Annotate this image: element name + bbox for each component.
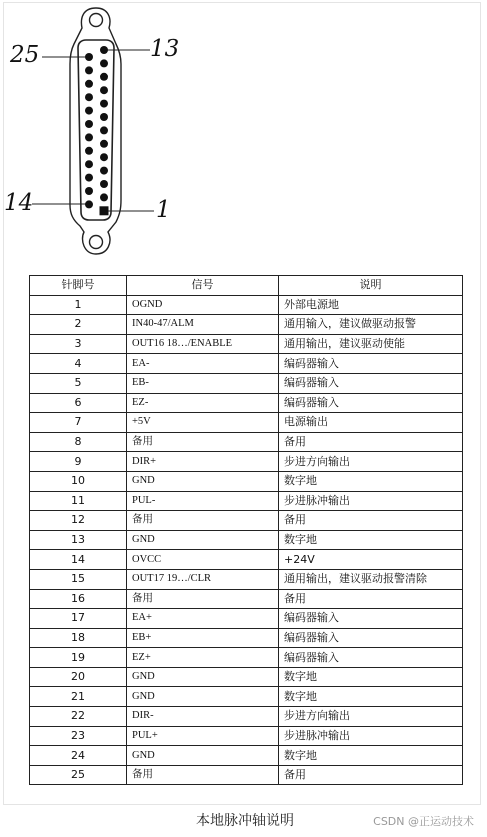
pin-cell: 8 — [30, 432, 127, 452]
pin-cell: 19 — [30, 648, 127, 668]
description-cell: 步进脉冲输出 — [279, 491, 463, 511]
pin-dot — [100, 59, 108, 67]
pin-dot — [100, 86, 108, 94]
watermark: CSDN @正运动技术 — [373, 815, 474, 828]
description-cell: 外部电源地 — [279, 295, 463, 315]
signal-cell: GND — [127, 471, 279, 491]
pin-label-25: 25 — [10, 42, 40, 68]
table-row — [30, 550, 463, 570]
description-cell: 编码器输入 — [279, 628, 463, 648]
table-row — [30, 648, 463, 668]
pin-cell: 11 — [30, 491, 127, 511]
table-row — [30, 432, 463, 452]
description-cell: 备用 — [279, 511, 463, 531]
description-cell: 通用输入，建议做驱动报警 — [279, 315, 463, 335]
pin-dot — [85, 147, 93, 155]
pin-cell: 18 — [30, 628, 127, 648]
pin-cell: 13 — [30, 530, 127, 550]
pin-dot — [100, 153, 108, 161]
pin-dot — [100, 126, 108, 134]
pin-dot — [100, 206, 109, 215]
description-cell: 数字地 — [279, 530, 463, 550]
signal-cell: 备用 — [127, 589, 279, 609]
table-row — [30, 295, 463, 315]
pin-table-body — [30, 295, 463, 785]
pin-dot — [85, 53, 93, 61]
signal-cell: 备用 — [127, 765, 279, 785]
signal-cell: EA- — [127, 354, 279, 374]
signal-cell: EB- — [127, 373, 279, 393]
pin-dot — [100, 167, 108, 175]
signal-cell: OUT17 19…/CLR — [127, 569, 279, 589]
pin-dot — [85, 133, 93, 141]
bottom-screw-hole — [90, 236, 103, 249]
pin-cell: 22 — [30, 707, 127, 727]
signal-cell: GND — [127, 667, 279, 687]
pin-cell: 6 — [30, 393, 127, 413]
table-row — [30, 373, 463, 393]
description-cell: 数字地 — [279, 667, 463, 687]
signal-cell: GND — [127, 746, 279, 766]
d-sub-inner-shell — [78, 40, 114, 220]
signal-cell: EZ- — [127, 393, 279, 413]
pin-label-14: 14 — [4, 190, 34, 216]
pin-cell: 4 — [30, 354, 127, 374]
table-row — [30, 589, 463, 609]
signal-cell: GND — [127, 687, 279, 707]
pin-dot — [85, 160, 93, 168]
pin-table — [29, 275, 463, 785]
pin-dot — [85, 120, 93, 128]
pin-dot — [100, 73, 108, 81]
pin-cell: 16 — [30, 589, 127, 609]
figure-caption: 本地脉冲轴说明 — [196, 813, 294, 829]
description-cell: 数字地 — [279, 687, 463, 707]
signal-cell: +5V — [127, 413, 279, 433]
description-cell: 备用 — [279, 765, 463, 785]
table-row — [30, 726, 463, 746]
pin-cell: 21 — [30, 687, 127, 707]
pin-dot — [85, 174, 93, 182]
signal-cell: 备用 — [127, 511, 279, 531]
signal-cell: DIR- — [127, 707, 279, 727]
table-row — [30, 628, 463, 648]
signal-cell: OGND — [127, 295, 279, 315]
db25-connector-diagram — [0, 0, 487, 262]
pin-cell: 17 — [30, 609, 127, 629]
pin-cell: 14 — [30, 550, 127, 570]
table-row — [30, 393, 463, 413]
table-row — [30, 687, 463, 707]
signal-cell: PUL+ — [127, 726, 279, 746]
description-cell: 步进方向输出 — [279, 707, 463, 727]
pin-cell: 12 — [30, 511, 127, 531]
pin-cell: 24 — [30, 746, 127, 766]
pin-cell: 5 — [30, 373, 127, 393]
pin-dot — [85, 66, 93, 74]
pin-dot — [85, 200, 93, 208]
pin-dot — [100, 140, 108, 148]
table-row — [30, 413, 463, 433]
table-row — [30, 315, 463, 335]
signal-cell: EZ+ — [127, 648, 279, 668]
description-cell: 编码器输入 — [279, 609, 463, 629]
pin-cell: 25 — [30, 765, 127, 785]
description-cell: 备用 — [279, 432, 463, 452]
description-cell: 步进脉冲输出 — [279, 726, 463, 746]
pin-cell: 1 — [30, 295, 127, 315]
table-row — [30, 511, 463, 531]
pin-dot — [85, 93, 93, 101]
header-signal: 信号 — [127, 276, 279, 296]
table-row — [30, 491, 463, 511]
pin-cell: 9 — [30, 452, 127, 472]
pin-dot — [100, 180, 108, 188]
signal-cell: 备用 — [127, 432, 279, 452]
signal-cell: EA+ — [127, 609, 279, 629]
pin-dot — [100, 100, 108, 108]
description-cell: 编码器输入 — [279, 373, 463, 393]
signal-cell: OVCC — [127, 550, 279, 570]
pin-dot — [85, 187, 93, 195]
pin-cell: 3 — [30, 334, 127, 354]
description-cell: 电源输出 — [279, 413, 463, 433]
description-cell: 备用 — [279, 589, 463, 609]
table-row — [30, 765, 463, 785]
table-row — [30, 609, 463, 629]
table-row — [30, 452, 463, 472]
signal-cell: EB+ — [127, 628, 279, 648]
pin-dot — [85, 80, 93, 88]
description-cell: 数字地 — [279, 746, 463, 766]
table-row — [30, 569, 463, 589]
table-row — [30, 334, 463, 354]
description-cell: 通用输出，建议驱动报警清除 — [279, 569, 463, 589]
description-cell: 编码器输入 — [279, 354, 463, 374]
signal-cell: DIR+ — [127, 452, 279, 472]
signal-cell: GND — [127, 530, 279, 550]
pin-cell: 23 — [30, 726, 127, 746]
table-row — [30, 471, 463, 491]
description-cell: 通用输出，建议驱动使能 — [279, 334, 463, 354]
pin-dot — [100, 193, 108, 201]
table-row — [30, 707, 463, 727]
table-row — [30, 354, 463, 374]
connector-pins — [85, 46, 109, 215]
pin-label-13: 13 — [150, 36, 180, 62]
pin-dot — [100, 113, 108, 121]
pin-cell: 20 — [30, 667, 127, 687]
pin-dot — [100, 46, 108, 54]
top-screw-hole — [90, 14, 103, 27]
table-row — [30, 746, 463, 766]
signal-cell: IN40-47/ALM — [127, 315, 279, 335]
signal-cell: PUL- — [127, 491, 279, 511]
header-pin: 针脚号 — [30, 276, 127, 296]
pin-cell: 15 — [30, 569, 127, 589]
table-row — [30, 667, 463, 687]
description-cell: 编码器输入 — [279, 393, 463, 413]
header-description: 说明 — [279, 276, 463, 296]
description-cell: 步进方向输出 — [279, 452, 463, 472]
description-cell: +24V — [279, 550, 463, 570]
pin-cell: 10 — [30, 471, 127, 491]
signal-cell: OUT16 18…/ENABLE — [127, 334, 279, 354]
table-row — [30, 530, 463, 550]
table-header-row — [30, 276, 463, 296]
pin-dot — [85, 107, 93, 115]
description-cell: 数字地 — [279, 471, 463, 491]
pin-cell: 7 — [30, 413, 127, 433]
pin-label-1: 1 — [156, 197, 171, 223]
pin-cell: 2 — [30, 315, 127, 335]
description-cell: 编码器输入 — [279, 648, 463, 668]
